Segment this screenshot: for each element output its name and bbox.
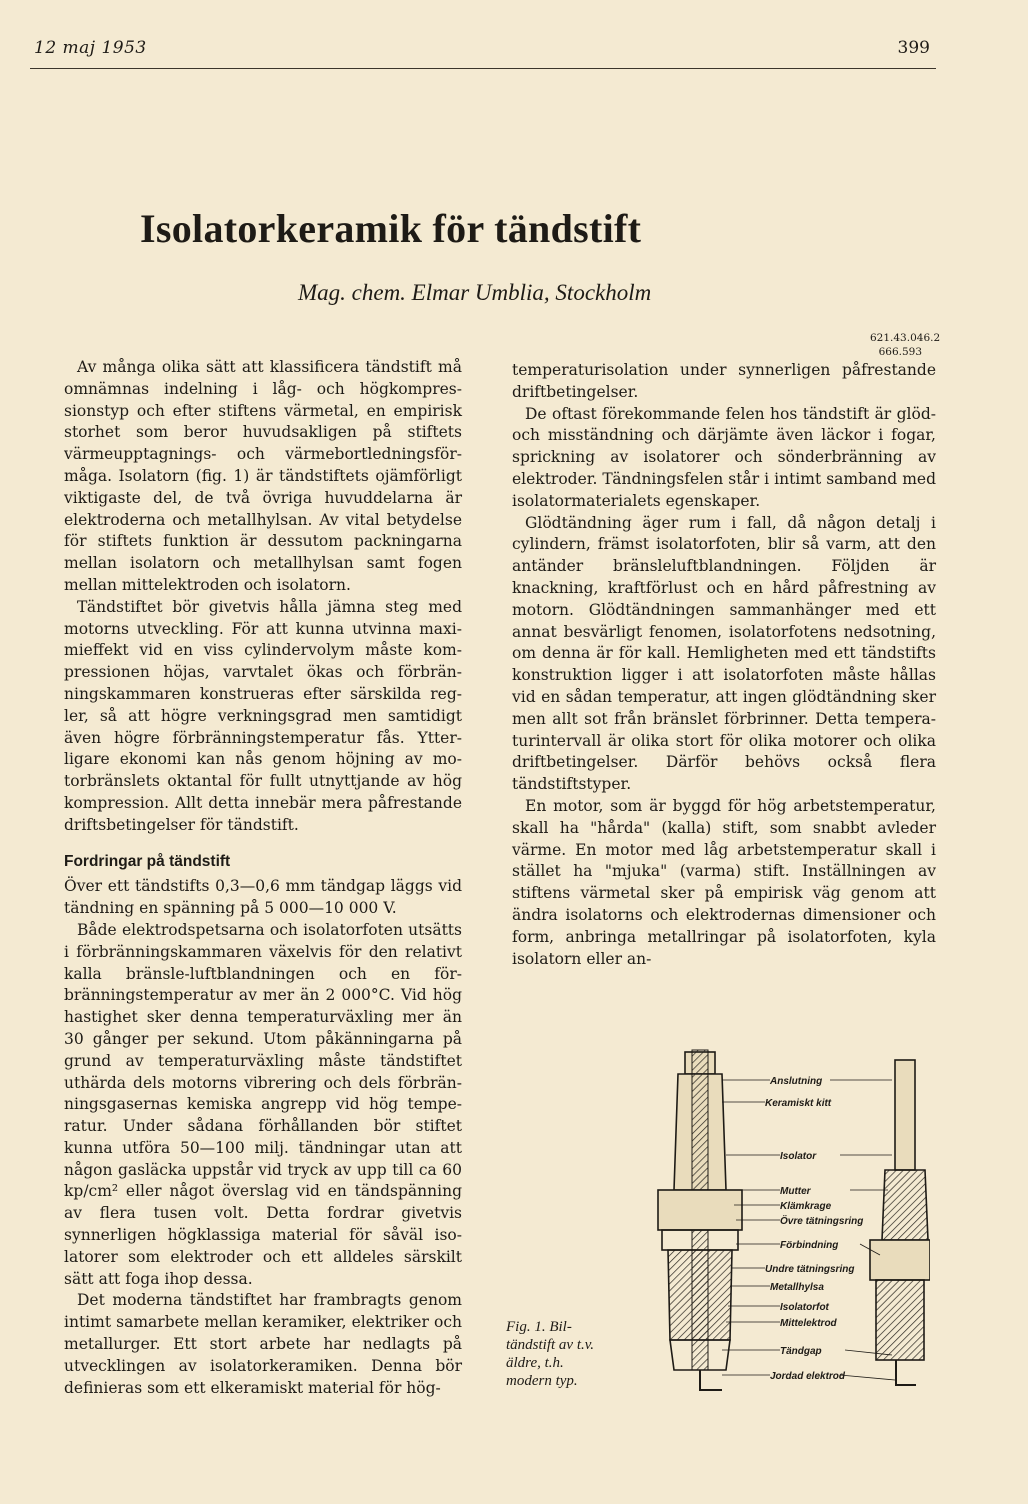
right-column bbox=[512, 360, 936, 970]
spark-plug-figure bbox=[630, 1040, 930, 1420]
figure-label: Klämkrage bbox=[780, 1201, 832, 1212]
figure-label: Anslutning bbox=[770, 1076, 823, 1087]
label-leaders bbox=[722, 1080, 895, 1380]
paragraph: En motor, som är byggd för hög arbetstemperatur, skall ha "hårda" (kalla) stift, som snabbt avleder värme. En motor med låg arbetstemperatur skall i stället ha "mjuka" (varma) stift. Inställningen av stiftens värmetal sker på empirisk väg genom att ändra isolatorns och elektrodernas dimensioner och form, anbringa metallringar på isolatorfoten, kyla isolatorn eller an- bbox=[512, 796, 936, 968]
figure-label: Undre tätningsring bbox=[765, 1264, 855, 1275]
paragraph: temperaturisolation under synnerligen påfrestande driftbetingelser. bbox=[512, 361, 936, 401]
page-number: 399 bbox=[897, 38, 930, 58]
figure-label: Jordad elektrod bbox=[770, 1371, 846, 1382]
paragraph: Över ett tändstifts 0,3—0,6 mm tändgap läggs vid tändning en spänning på 5 000—10 000 V. bbox=[64, 877, 462, 918]
spark-plug-diagram bbox=[630, 1040, 930, 1420]
figure-label: Tändgap bbox=[780, 1346, 822, 1357]
figure-caption: Fig. 1. Biltändstift av t.v. äldre, t.h. modern typ. bbox=[506, 1319, 595, 1389]
modern-spark-plug bbox=[870, 1060, 930, 1385]
figure-label: Metallhylsa bbox=[770, 1282, 824, 1293]
figure-label: Förbindning bbox=[780, 1240, 839, 1251]
old-spark-plug bbox=[658, 1050, 742, 1390]
udc-code-2: 666.593 bbox=[878, 346, 922, 358]
figure-label: Mittelektrod bbox=[780, 1318, 837, 1329]
paragraph: Glödtändning äger rum i fall, då någon detalj i cylindern, främst isolatorfoten, blir så varm, att den antänder bränsleluftblandningen. Följden är knackning, kraftförlust och en hård påfrestning av motorn. Glödtändningen sammanhänger med ett annat besvärligt fenomen, isolatorfotens nedsotning, om denna är för kall. Hemligheten med ett tändstifts konstruktion ligger i att isolatorfoten måste hållas vid en sådan temperatur, att ingen glödtändning sker men allt sot från bränslet förbrinner. Detta temperaturintervall är olika stort för olika motorer och olika driftbetingelser. Därför behövs också flera tändstiftstyper. bbox=[512, 513, 936, 794]
article-author: Mag. chem. Elmar Umblia, Stockholm bbox=[298, 280, 652, 305]
section-heading: Fordringar på tändstift bbox=[64, 852, 231, 870]
paragraph: De oftast förekommande felen hos tändstift är glöd- och misständning och därjämte även läckor i fogar, sprickning av isolatorer och sönderbränning av elektroder. Tändningsfelen står i intimt samband med isolatormaterialets egenskaper. bbox=[512, 404, 936, 510]
paragraph: Det moderna tändstiftet har frambragts genom intimt samarbete mellan keramiker, elektriker och metallurger. Ett stort arbete har nedlagts på utvecklingen av isolatorkeramiken. Denna bör definieras som ett elkeramiskt material för hög- bbox=[64, 1291, 462, 1397]
left-column bbox=[64, 357, 462, 1399]
figure-label: Övre tätningsring bbox=[780, 1216, 864, 1227]
figure-label: Isolator bbox=[780, 1151, 817, 1162]
paragraph: Både elektrodspetsarna och isolatorfoten utsätts i förbränningskammaren växelvis för den relativt kalla bränsle-luftblandningen och en förbränningstemperatur av mer än 2 000°C. Vid hög hastighet sker denna temperaturväxling mer än 30 gånger per sekund. Utom påkänningarna på grund av temperaturväxling måste tändstiftet uthärda dels motorns vibrering och dels förbränningsgasernas kemiska angrepp vid hög temperatur. Under sådana förhållanden bör stiftet kunna utföra 50—100 milj. tändningar utan att någon gasläcka uppstår vid tryck av upp till ca 60 kp/cm² eller något överslag vid en tändspänning av flera tusen volt. Detta fordrar givetvis synnerligen högklassiga material för såväl isolatorer som elektroder och ett alldeles särskilt sätt att foga ihop dessa. bbox=[64, 920, 462, 1288]
udc-code-1: 621.43.046.2 bbox=[870, 332, 941, 344]
paragraph: Av många olika sätt att klassificera tändstift må omnämnas indelning i låg- och högkompressionstyp och efter stiftens värmetal, en empirisk storhet som beror huvudsakligen på stiftets värmeupptagnings- och värmebortledningsförmåga. Isolatorn (fig. 1) är tändstiftets ojämförligt viktigaste del, de två övriga huvuddelarna är elektroderna och metallhylsan. Av vital betydelse för stiftets funktion är dessutom packningarna mellan isolatorn och metallhylsan samt fogen mellan mittelektroden och isolatorn. bbox=[64, 358, 462, 594]
figure-label: Isolatorfot bbox=[780, 1302, 829, 1313]
figure-label: Keramiskt kitt bbox=[765, 1098, 832, 1109]
header-rule bbox=[30, 68, 936, 69]
figure-label: Mutter bbox=[780, 1186, 811, 1197]
paragraph: Tändstiftet bör givetvis hålla jämna steg med motorns utveckling. För att kunna utvinna maximieffekt vid en viss cylindervolym måste kompressionen höjas, varvtalet ökas och förbränningskammaren konstrueras efter särskilda regler, så att högre verkningsgrad men samtidigt även högre förbränningstemperatur fås. Ytterligare ekonomi kan nås genom höjning av motorbränslets oktantal för fullt utnyttjande av hög kompression. Allt detta innebär mera påfrestande driftsbetingelser för tändstift. bbox=[64, 597, 462, 834]
running-header-date: 12 maj 1953 bbox=[34, 38, 147, 58]
article-title: Isolatorkeramik för tändstift bbox=[140, 206, 642, 251]
